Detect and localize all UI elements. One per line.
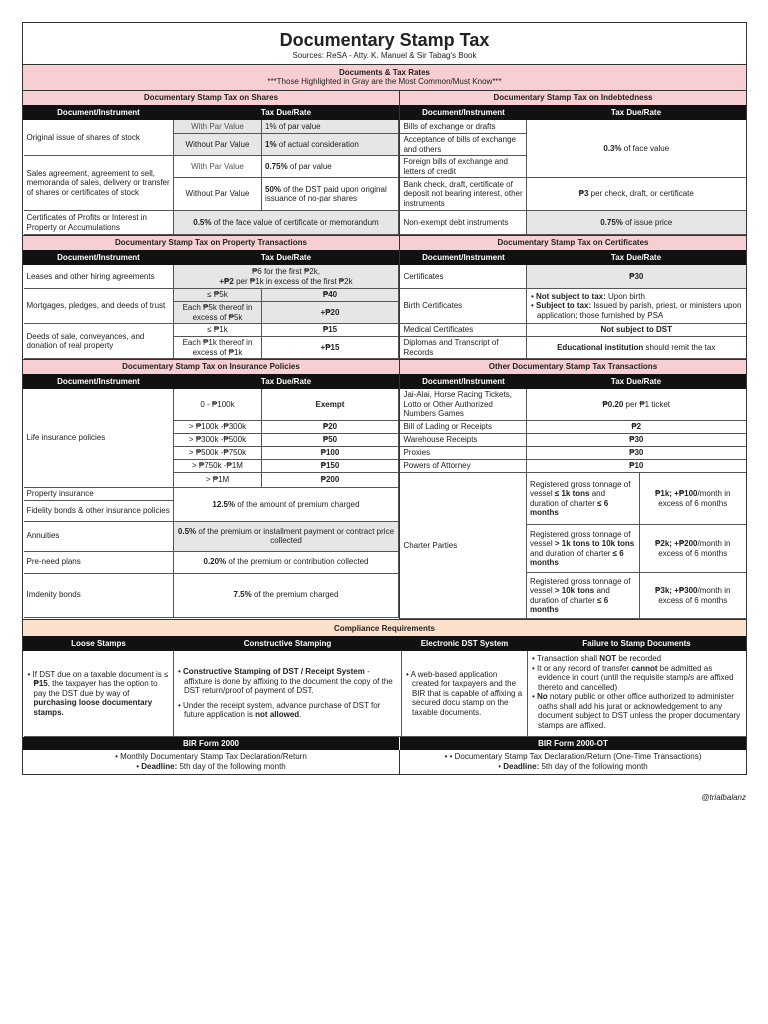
compliance-title: Compliance Requirements bbox=[23, 619, 746, 636]
cond: With Par Value bbox=[174, 156, 262, 178]
bir-form-2000: BIR Form 2000 bbox=[23, 737, 400, 750]
cond: ≤ ₱5k bbox=[174, 289, 262, 302]
cert-item: Diplomas and Transcript of Records bbox=[400, 337, 526, 359]
bir-form-2000-ot: BIR Form 2000-OT bbox=[400, 737, 746, 750]
col-tax: Tax Due/Rate bbox=[174, 251, 399, 265]
rates-banner-title: Documents & Tax Rates bbox=[339, 68, 430, 77]
rate: ₱15 bbox=[262, 324, 399, 337]
rate: 0.5% of the face value of certificate or memorandum bbox=[174, 211, 399, 235]
bracket: > ₱500k -₱750k bbox=[174, 447, 262, 460]
shares-r3-doc: Certificates of Profits or Interest in Property or Accumulations bbox=[24, 211, 174, 235]
page-title: Documentary Stamp Tax bbox=[279, 30, 490, 50]
bracket-tax: ₱50 bbox=[262, 434, 399, 447]
other-item: Warehouse Receipts bbox=[400, 434, 526, 447]
charter-rate: ₱1k; +₱100/month in excess of 6 months bbox=[639, 473, 745, 525]
certificates-section bbox=[400, 236, 746, 359]
loose-stamps-text: • If DST due on a taxable document is ≤ ₱15, the taxpayer has the option to pay the DST due by way of purchasing loose documentary stamps. bbox=[24, 651, 174, 737]
constructive-header: Constructive Stamping bbox=[174, 637, 402, 651]
col-doc: Document/Instrument bbox=[24, 375, 174, 389]
indebt-item: Bank check, draft, certificate of deposit not bearing interest, other instruments bbox=[400, 178, 526, 211]
bracket-tax: ₱150 bbox=[262, 460, 399, 473]
charter-rate: ₱3k; +₱300/month in excess of 6 months bbox=[639, 573, 745, 619]
rate: 7.5% of the premium charged bbox=[174, 573, 399, 617]
ann-doc: Annuities bbox=[24, 521, 174, 551]
charter-cond: Registered gross tonnage of vessel ≤ 1k tons and duration of charter ≤ 6 months bbox=[526, 473, 639, 525]
rates-banner-note: ***Those Highlighted in Gray are the Most Common/Must Know*** bbox=[267, 77, 502, 86]
other-title: Other Documentary Stamp Tax Transactions bbox=[400, 360, 746, 374]
col-doc: Document/Instrument bbox=[400, 251, 526, 265]
rate: • Not subject to tax: Upon birth • Subject to tax: Issued by parish, priest, or ministers upon application; those furnished by PSA bbox=[526, 289, 745, 324]
life-doc: Life insurance policies bbox=[24, 389, 174, 488]
col-doc: Document/Instrument bbox=[24, 251, 174, 265]
bracket: > ₱1M bbox=[174, 473, 262, 488]
ind-doc: Imdenity bonds bbox=[24, 573, 174, 617]
shares-r2-doc: Sales agreement, agreement to sell, memoranda of sales, delivery or transfer of shares or certificates of stock bbox=[24, 156, 174, 211]
rate: +₱20 bbox=[262, 302, 399, 324]
deed-doc: Deeds of sale, conveyances, and donation of real property bbox=[24, 324, 174, 359]
bracket-tax: Exempt bbox=[262, 389, 399, 421]
bracket-tax: ₱200 bbox=[262, 473, 399, 488]
author-handle: @trialbalanz bbox=[701, 793, 746, 802]
indebt-item: Bills of exchange or drafts bbox=[400, 120, 526, 134]
col-tax: Tax Due/Rate bbox=[526, 375, 745, 389]
rate: 1% of actual consideration bbox=[262, 134, 399, 156]
bracket: > ₱100k -₱300k bbox=[174, 421, 262, 434]
rate: ₱40 bbox=[262, 289, 399, 302]
failure-header: Failure to Stamp Documents bbox=[528, 637, 746, 651]
rate: ₱10 bbox=[526, 460, 745, 473]
rates-banner bbox=[23, 64, 746, 90]
bracket-tax: ₱100 bbox=[262, 447, 399, 460]
bracket: > ₱300k -₱500k bbox=[174, 434, 262, 447]
rate: ₱2 bbox=[526, 421, 745, 434]
cert-item: Certificates bbox=[400, 265, 526, 289]
rate: ₱30 bbox=[526, 434, 745, 447]
sources-line: Sources: ReSA - Atty. K. Manuel & Sir Tabag's Book bbox=[292, 51, 477, 60]
col-tax: Tax Due/Rate bbox=[174, 106, 399, 120]
failure-text: • Transaction shall NOT be recorded • It or any record of transfer cannot be admitted as evidence in court (until the requisite stamp/s are affixed thereto and cancelled) • No notary public or other office authorized to administer oaths shall add his jurat or acknowledgement to any document subject to DST unless the proper documentary stamps are affixed. bbox=[528, 651, 746, 737]
rate: 12.5% of the amount of premium charged bbox=[174, 488, 399, 522]
charter-rate: ₱2k; +₱200/month in excess of 6 months bbox=[639, 525, 745, 573]
rate: +₱15 bbox=[262, 337, 399, 359]
insurance-section bbox=[23, 360, 400, 619]
cond: With Par Value bbox=[174, 120, 262, 134]
cond: ≤ ₱1k bbox=[174, 324, 262, 337]
other-item: Powers of Attorney bbox=[400, 460, 526, 473]
compliance-table bbox=[23, 636, 746, 737]
bracket-tax: ₱20 bbox=[262, 421, 399, 434]
bracket: 0 - ₱100k bbox=[174, 389, 262, 421]
rate: ₱6 for the first ₱2k, +₱2 per ₱1k in excess of the first ₱2k bbox=[174, 265, 399, 289]
cond: Without Par Value bbox=[174, 134, 262, 156]
col-tax: Tax Due/Rate bbox=[526, 251, 745, 265]
charter-cond: Registered gross tonnage of vessel > 10k tons and duration of charter ≤ 6 months bbox=[526, 573, 639, 619]
rate: 50% of the DST paid upon original issuance of no-par shares bbox=[262, 178, 399, 211]
property-section bbox=[23, 236, 400, 359]
rate: Not subject to DST bbox=[526, 324, 745, 337]
col-doc: Document/Instrument bbox=[24, 106, 174, 120]
other-item: Proxies bbox=[400, 447, 526, 460]
shares-title: Documentary Stamp Tax on Shares bbox=[23, 91, 399, 105]
other-item: Bill of Lading or Receipts bbox=[400, 421, 526, 434]
rate: 0.75% of issue price bbox=[526, 211, 745, 235]
rate: 1% of par value bbox=[262, 120, 399, 134]
rate: ₱30 bbox=[526, 265, 745, 289]
rate: ₱0.20 per ₱1 ticket bbox=[526, 389, 745, 421]
edst-text: • A web-based application created for taxpayers and the BIR that is capable of affixing a secured docu stamp on the taxable documents. bbox=[402, 651, 528, 737]
cert-item: Birth Certificates bbox=[400, 289, 526, 324]
cond: Each ₱1k thereof in excess of ₱1k bbox=[174, 337, 262, 359]
indebt-item: Foreign bills of exchange and letters of credit bbox=[400, 156, 526, 178]
constructive-text: • Constructive Stamping of DST / Receipt System - affixture is done by affixing to the document the copy of the DST return/proof of payment of DST. • Under the receipt system, advance purchase of DST for future application is not allowed. bbox=[174, 651, 402, 737]
col-tax: Tax Due/Rate bbox=[526, 106, 745, 120]
shares-section bbox=[23, 91, 400, 235]
other-section bbox=[400, 360, 746, 619]
mort-doc: Mortgages, pledges, and deeds of trust bbox=[24, 289, 174, 324]
col-tax: Tax Due/Rate bbox=[174, 375, 399, 389]
pre-doc: Pre-need plans bbox=[24, 551, 174, 573]
lease-doc: Leases and other hiring agreements bbox=[24, 265, 174, 289]
rate: Educational institution should remit the tax bbox=[526, 337, 745, 359]
col-doc: Document/Instrument bbox=[400, 106, 526, 120]
insurance-title: Documentary Stamp Tax on Insurance Policies bbox=[23, 360, 399, 374]
loose-stamps-header: Loose Stamps bbox=[24, 637, 174, 651]
rate: 0.20% of the premium or contribution collected bbox=[174, 551, 399, 573]
indebt-item: Non-exempt debt instruments bbox=[400, 211, 526, 235]
dst-reference-sheet bbox=[22, 22, 747, 775]
charter-doc: Charter Parties bbox=[400, 473, 526, 619]
rate: ₱30 bbox=[526, 447, 745, 460]
property-title: Documentary Stamp Tax on Property Transactions bbox=[23, 236, 399, 250]
rate: 0.5% of the premium or installment payment or contract price collected bbox=[174, 521, 399, 551]
indebt-title: Documentary Stamp Tax on Indebtedness bbox=[400, 91, 746, 105]
prop-doc: Property insurance bbox=[24, 488, 174, 501]
fid-doc: Fidelity bonds & other insurance policies bbox=[24, 500, 174, 521]
bir-2000-ot-details: • • Documentary Stamp Tax Declaration/Return (One-Time Transactions) • Deadline: 5th day of the following month bbox=[444, 752, 702, 771]
charter-cond: Registered gross tonnage of vessel > 1k tons to 10k tons and duration of charter ≤ 6 months bbox=[526, 525, 639, 573]
cert-item: Medical Certificates bbox=[400, 324, 526, 337]
rate: 0.3% of face value bbox=[526, 120, 745, 178]
indebtedness-section bbox=[400, 91, 746, 235]
bir-2000-details: • Monthly Documentary Stamp Tax Declaration/Return • Deadline: 5th day of the following month bbox=[23, 750, 400, 774]
col-doc: Document/Instrument bbox=[400, 375, 526, 389]
cond: Each ₱5k thereof in excess of ₱5k bbox=[174, 302, 262, 324]
rate: ₱3 per check, draft, or certificate bbox=[526, 178, 745, 211]
indebt-item: Acceptance of bills of exchange and others bbox=[400, 134, 526, 156]
certs-title: Documentary Stamp Tax on Certificates bbox=[400, 236, 746, 250]
cond: Without Par Value bbox=[174, 178, 262, 211]
edst-header: Electronic DST System bbox=[402, 637, 528, 651]
rate: 0.75% of par value bbox=[262, 156, 399, 178]
other-item: Jai-Alai, Horse Racing Tickets, Lotto or Other Authorized Numbers Games bbox=[400, 389, 526, 421]
bracket: > ₱750k -₱1M bbox=[174, 460, 262, 473]
shares-r1-doc: Original issue of shares of stock bbox=[24, 120, 174, 156]
